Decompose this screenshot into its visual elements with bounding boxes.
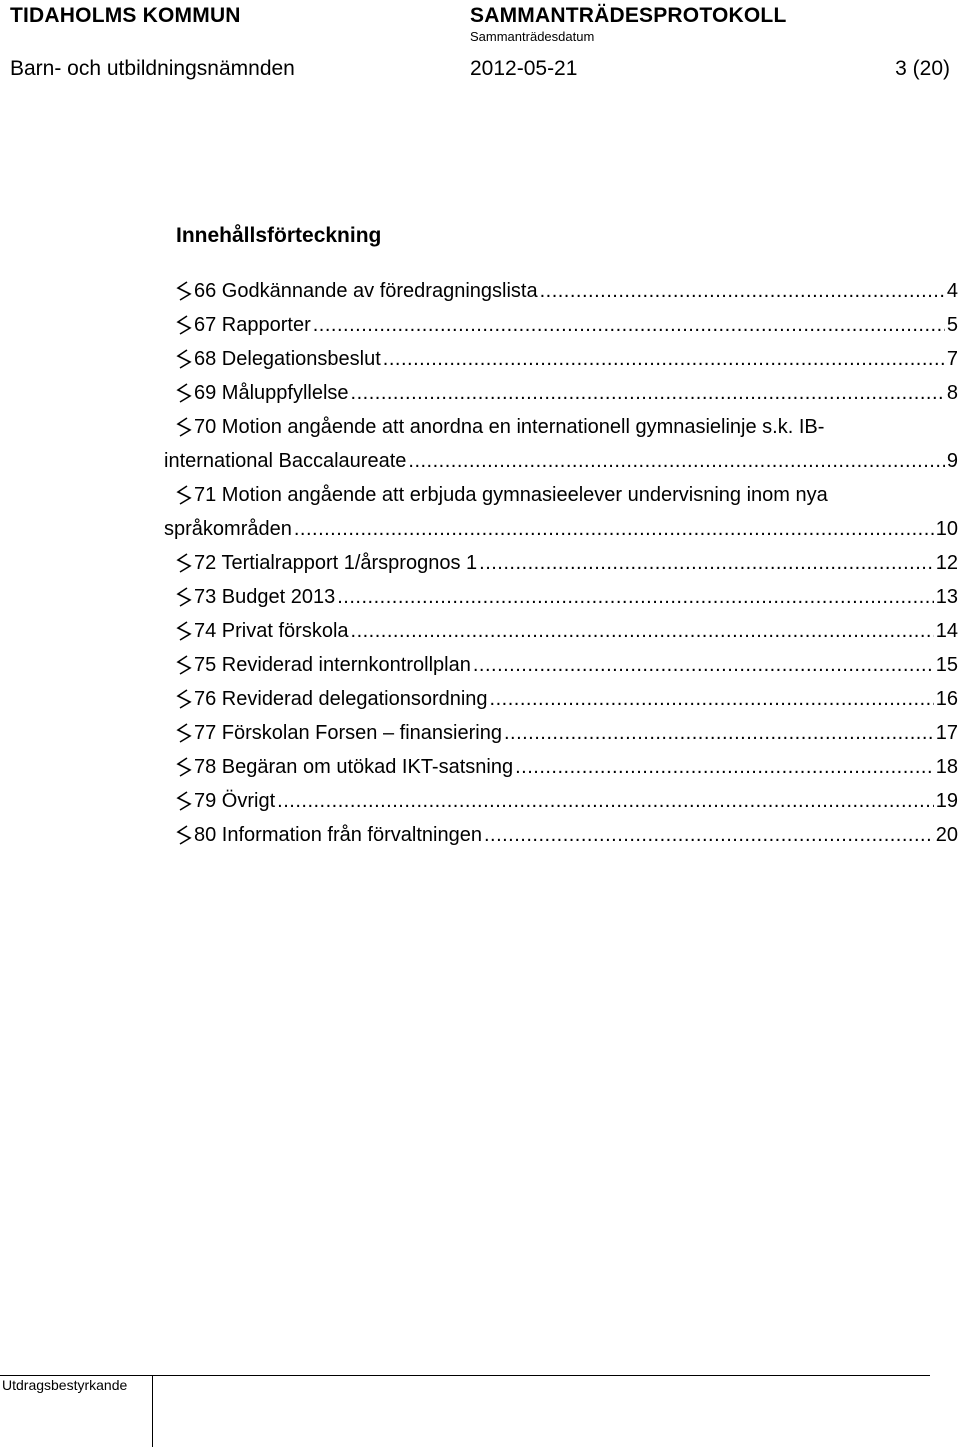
- toc-entry-title: 67 Rapporter: [194, 314, 311, 336]
- toc-dot-leader: [479, 546, 934, 580]
- board-name: Barn- och utbildningsnämnden: [10, 57, 295, 80]
- toc-dot-leader: [277, 784, 934, 818]
- toc-entry[interactable]: [176, 784, 958, 818]
- table-of-contents: [164, 274, 958, 852]
- toc-entry-page: 9: [946, 450, 958, 472]
- toc-entry[interactable]: [176, 818, 958, 852]
- toc-entry[interactable]: [176, 648, 958, 682]
- page-header: [10, 4, 950, 44]
- toc-dot-leader: [504, 716, 934, 750]
- toc-entry-title: 80 Information från förvaltningen: [194, 824, 482, 846]
- meeting-date: 2012-05-21: [470, 57, 578, 80]
- toc-entry[interactable]: [176, 614, 958, 648]
- toc-dot-leader: [408, 444, 944, 478]
- paragraph-section-icon: [176, 756, 192, 778]
- toc-entry-title: 74 Privat förskola: [194, 620, 349, 642]
- toc-dot-leader: [383, 342, 945, 376]
- toc-dot-leader: [294, 512, 934, 546]
- toc-entry-page: 7: [946, 348, 958, 370]
- organization-name: TIDAHOLMS KOMMUN: [10, 4, 241, 27]
- paragraph-section-icon: [176, 348, 192, 370]
- toc-entry-title-continued: språkområden: [164, 518, 292, 540]
- toc-entry-page: 4: [946, 280, 958, 302]
- toc-entry-title-continued: international Baccalaureate: [164, 450, 407, 472]
- toc-entry[interactable]: [176, 546, 958, 580]
- toc-entry[interactable]: [164, 478, 958, 546]
- toc-entry-page: 8: [946, 382, 958, 404]
- toc-entry-title: 77 Förskolan Forsen – finansiering: [194, 722, 502, 744]
- paragraph-section-icon: [176, 280, 192, 302]
- toc-entry-title: 78 Begäran om utökad IKT-satsning: [194, 756, 514, 778]
- toc-entry-title: 66 Godkännande av föredragningslista: [194, 280, 538, 302]
- toc-entry-title: 70 Motion angående att anordna en internationell gymnasielinje s.k. IB-: [194, 416, 825, 438]
- toc-entry[interactable]: [176, 716, 958, 750]
- toc-dot-leader: [351, 614, 934, 648]
- paragraph-section-icon: [176, 484, 192, 506]
- toc-entry-page: 5: [946, 314, 958, 336]
- toc-entry-page: 13: [935, 586, 958, 608]
- toc-entry-page: 10: [935, 518, 958, 540]
- toc-entry-page: 17: [935, 722, 958, 744]
- toc-entry[interactable]: [176, 682, 958, 716]
- toc-dot-leader: [484, 818, 934, 852]
- toc-entry[interactable]: [176, 376, 958, 410]
- paragraph-section-icon: [176, 824, 192, 846]
- paragraph-section-icon: [176, 790, 192, 812]
- toc-entry-page: 18: [935, 756, 958, 778]
- toc-dot-leader: [540, 274, 945, 308]
- paragraph-section-icon: [176, 382, 192, 404]
- toc-entry-page: 15: [935, 654, 958, 676]
- paragraph-section-icon: [176, 688, 192, 710]
- toc-entry-title: 71 Motion angående att erbjuda gymnasieelever undervisning inom nya: [194, 484, 828, 506]
- toc-entry-title: 68 Delegationsbeslut: [194, 348, 381, 370]
- paragraph-section-icon: [176, 416, 192, 438]
- toc-entry[interactable]: [176, 308, 958, 342]
- paragraph-section-icon: [176, 722, 192, 744]
- toc-dot-leader: [490, 682, 934, 716]
- paragraph-section-icon: [176, 620, 192, 642]
- toc-entry-page: 19: [935, 790, 958, 812]
- paragraph-section-icon: [176, 552, 192, 574]
- toc-entry-title: 75 Reviderad internkontrollplan: [194, 654, 471, 676]
- paragraph-section-icon: [176, 654, 192, 676]
- page-number: 3 (20): [895, 57, 950, 80]
- toc-entry-page: 14: [935, 620, 958, 642]
- toc-entry-page: 20: [935, 824, 958, 846]
- toc-dot-leader: [473, 648, 934, 682]
- toc-entry-page: 12: [935, 552, 958, 574]
- paragraph-section-icon: [176, 314, 192, 336]
- toc-entry-page: 16: [935, 688, 958, 710]
- toc-entry-title: 79 Övrigt: [194, 790, 276, 812]
- toc-entry[interactable]: [164, 410, 958, 478]
- document-type: SAMMANTRÄDESPROTOKOLL: [470, 4, 787, 27]
- toc-entry[interactable]: [176, 274, 958, 308]
- toc-entry[interactable]: [176, 750, 958, 784]
- paragraph-section-icon: [176, 586, 192, 608]
- toc-entry-title: 69 Måluppfyllelse: [194, 382, 349, 404]
- date-label: Sammanträdesdatum: [470, 29, 595, 44]
- toc-entry[interactable]: [176, 342, 958, 376]
- toc-dot-leader: [351, 376, 945, 410]
- toc-entry-title: 76 Reviderad delegationsordning: [194, 688, 488, 710]
- footer-label: Utdragsbestyrkande: [2, 1377, 128, 1393]
- page-subheader: [10, 57, 950, 83]
- toc-entry-title: 73 Budget 2013: [194, 586, 336, 608]
- toc-entry-title: 72 Tertialrapport 1/årsprognos 1: [194, 552, 478, 574]
- toc-entry[interactable]: [176, 580, 958, 614]
- toc-dot-leader: [337, 580, 934, 614]
- toc-dot-leader: [515, 750, 934, 784]
- toc-title: Innehållsförteckning: [176, 224, 382, 247]
- toc-dot-leader: [313, 308, 945, 342]
